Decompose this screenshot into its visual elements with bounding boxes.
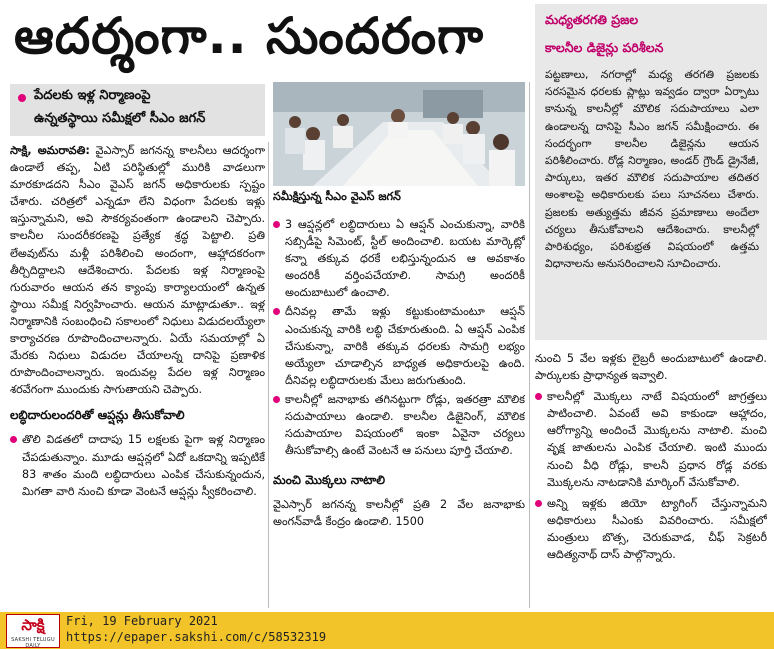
bullet-paragraph: 3 ఆప్షన్లలో లబ్ధిదారులు ఏ ఆప్షన్ ఎంచుకున్నా, వారికి సబ్సిడీపై సిమెంట్, స్టీల్ అందించాలి. బయట మార్కెట్లో కన్నా తక్కువ ధరకే లభిస్తున్నందున ఆ అవకాశం అందరికీ వర్తింపచేయాలి. సామగ్రి అందరికీ అందుబాటులో ఉంచాలి.: [273, 216, 525, 301]
logo-text: సాక్షి: [21, 616, 45, 634]
bullet-paragraph: అన్ని ఇళ్లకు జియో ట్యాగింగ్ చేస్తున్నామని అధికారులు సీఎంకు వివరించారు. సమీక్షలో మంత్రులు బొత్స, చెరుకువాడ, చీఫ్ సెక్రటరీ ఆదిత్యనాథ్ దాస్ పాల్గొన్నారు.: [535, 495, 767, 563]
article-paragraph: సాక్షి, అమరావతి: వైఎస్సార్ జగనన్న కాలనీలు ఆదర్శంగా ఉండాలే తప్ప, ఏటి పరిస్థితుల్లో మురికి వాడలుగా మారకూడదని సీఎం వైఎస్ జగన్ అధికారులకు స్పష్టం చేశారు. చరిత్రలో ఎన్నడూ లేని విధంగా పేదలకు ఇళ్లు ఇస్తున్నామని, అవి సౌకర్యవంతంగా ఉండాలని చెప్పారు. కాలనీల సుందరీకరణపై ప్రత్యేక శ్రద్ధ పెట్టాలి. ప్రతి లేఅవుట్‌ను మళ్లీ పరిశీలించి అందంగా, ఆహ్లాదకరంగా తీర్చిదిద్దాలని ఆదేశించారు. పేదలకు ఇళ్ల నిర్మాణంపై గురువారం ఆయన తన క్యాంపు కార్యాలయంలో ఉన్నత స్థాయి సమీక్ష నిర్వహించారు. ఆయన మాట్లాడుతూ.. ఇళ్ల నిర్మాణానికి సంబంధించి సకాలంలో నిధులు విడుదలయ్యేలా కార్యాచరణ రూపొందించాలన్నారు. ఏయే సమయాల్లో ఏ మేరకు నిధులు విడుదల చేయాలన్న దానిపై ప్రణాళిక రూపొందించాలన్నారు. ఇందువల్ల పేదల ఇళ్ల నిర్మాణం శరవేగంగా ముందుకు సాగుతాయని చెప్పారు.: [10, 144, 265, 397]
section-heading: లబ్ధిదారులందరితో ఆప్షన్లు తీసుకోవాలి: [10, 408, 185, 423]
sidebar-box: [535, 4, 767, 340]
meeting-photo-image: [273, 82, 525, 186]
sidebar-title-line1: మధ్యతరగతి ప్రజల: [545, 12, 639, 27]
subheading-box: [10, 84, 265, 136]
sidebar-title-line2: కాలనీల డిజైన్లు పరిశీలన: [545, 40, 664, 55]
bullet-paragraph: కాలనీల్లో జనాభాకు తగినట్టుగా రోడ్లు, ఇతరత్రా మౌలిక సదుపాయాలు ఉండాలి. కాలనీల డిజైనింగ్, మౌలిక సదుపాయాల విషయంలో ఇంకా ఏవైనా చర్యలు తీసుకోవాల్సి ఉంటే వెంటనే ఆ పనులు పూర్తి చేయాలి.: [273, 391, 525, 459]
bullet-paragraph: దీనివల్ల తామే ఇళ్లు కట్టుకుంటామంటూ ఆప్షన్ ఎంచుకున్న వారికి లబ్ధి చేకూరుతుంది. ఏ ఆప్షన్ ఎంపిక చేసుకున్నా, వారికి తక్కువ ధరలకు సామగ్రి లభ్యం అయ్యేలా చూడాల్సిన బాధ్యత అధికారులపై ఉంది. దీనివల్ల లబ్ధిదారులకు మేలు జరుగుతుంది.: [273, 303, 525, 388]
sidebar-body: పట్టణాలు, నగరాల్లో మధ్య తరగతి ప్రజలకు సరసమైన ధరలకు ప్లాట్లు ఇవ్వడం ద్వారా ఏర్పాటు కానున్న కాలనీల్లో మౌలిక సదుపాయాలు ఎలా ఉండాలన్న దానిపై సీఎం జగన్ సమీక్షించారు. ఈ సందర్భంగా కాలనీల డిజైన్లను ఆయన పరిశీలించారు. రోడ్ల నిర్మాణం, అండర్ గ్రౌండ్ డ్రైనేజీ, పార్కులు, ఇతర మౌలిక సదుపాయాల తదితర అంశాలపై అధికారులకు పలు సూచనలు చేశారు. ప్రజలకు అత్యుత్తమ జీవన ప్రమాణాలు అందేలా చర్యలు తీసుకోవాలని ఆదేశించారు. కాలనీల్లో పారిశుధ్యం, పరిశుభ్రత విషయంలో ఉత్తమ విధానాలను అనుసరించాలని సూచించారు.: [545, 68, 759, 271]
bullet-paragraph: తొలి విడతలో దాదాపు 15 లక్షలకు పైగా ఇళ్ల నిర్మాణం చేపడుతున్నాం. మూడు ఆప్షన్లలో ఏదో ఒకదాన్ని ఇప్పటికే 83 శాతం మంది లబ్ధిదారులు ఎంపిక చేసుకున్నందున, మిగతా వారి నుంచి కూడా వెంటనే ఆప్షన్లు స్వీకరించాలి.: [10, 431, 265, 499]
logo-tagline: SAKSHI TELUGU DAILY: [11, 637, 55, 649]
column-divider: [268, 142, 269, 608]
section-heading: మంచి మొక్కలు నాటాలి: [273, 473, 386, 488]
column-2: [273, 216, 525, 608]
subheading-line2: ఉన్నతస్థాయి సమీక్షలో సీఎం జగన్: [34, 111, 206, 126]
column-divider: [529, 82, 530, 608]
article-paragraph: నుంచి 5 వేల ఇళ్లకు లైబ్రరీ అందుబాటులో ఉండాలి. పార్కులకు ప్రాధాన్యత ఇవ్వాలి.: [535, 352, 767, 383]
meeting-photo: [273, 82, 525, 186]
article-paragraph: వైఎస్సార్ జగనన్న కాలనీల్లో ప్రతి 2 వేల జనాభాకు అంగన్‌వాడీ కేంద్రం ఉండాలి. 1500: [273, 498, 525, 529]
bullet-paragraph: కాలనీల్లో మొక్కలు నాటే విషయంలో జాగ్రత్తలు పాటించాలి. ఏవంటే అవి కాకుండా ఆహ్లాదం, ఆరోగ్యాన్ని అందించే మొక్కలను నాటాలి. మంచి వృక్ష జాతులను ఎంపిక చేయాలి. ఇంటి ముందు నుంచి వీధి రోడ్లు, కాలనీ ప్రధాన రోడ్ల వరకు మొక్కలను నాటడానికి మార్కింగ్ వేసుకోవాలి.: [535, 388, 767, 491]
headline: ఆదర్శంగా.. సుందరంగా: [14, 7, 485, 65]
dateline: సాక్షి, అమరావతి:: [10, 144, 90, 157]
column-1: [10, 142, 265, 608]
column-3: [535, 350, 767, 608]
photo-caption: సమీక్షిస్తున్న సీఎం వైఎస్ జగన్: [273, 190, 401, 203]
sakshi-logo: [6, 614, 60, 648]
subheading-line1: పేదలకు ఇళ్ల నిర్మాణంపై: [34, 88, 151, 103]
bullet-dot-icon: [18, 94, 26, 102]
epaper-link[interactable]: https://epaper.sakshi.com/c/58532319: [66, 630, 327, 644]
edition-date: Fri, 19 February 2021: [66, 614, 218, 628]
